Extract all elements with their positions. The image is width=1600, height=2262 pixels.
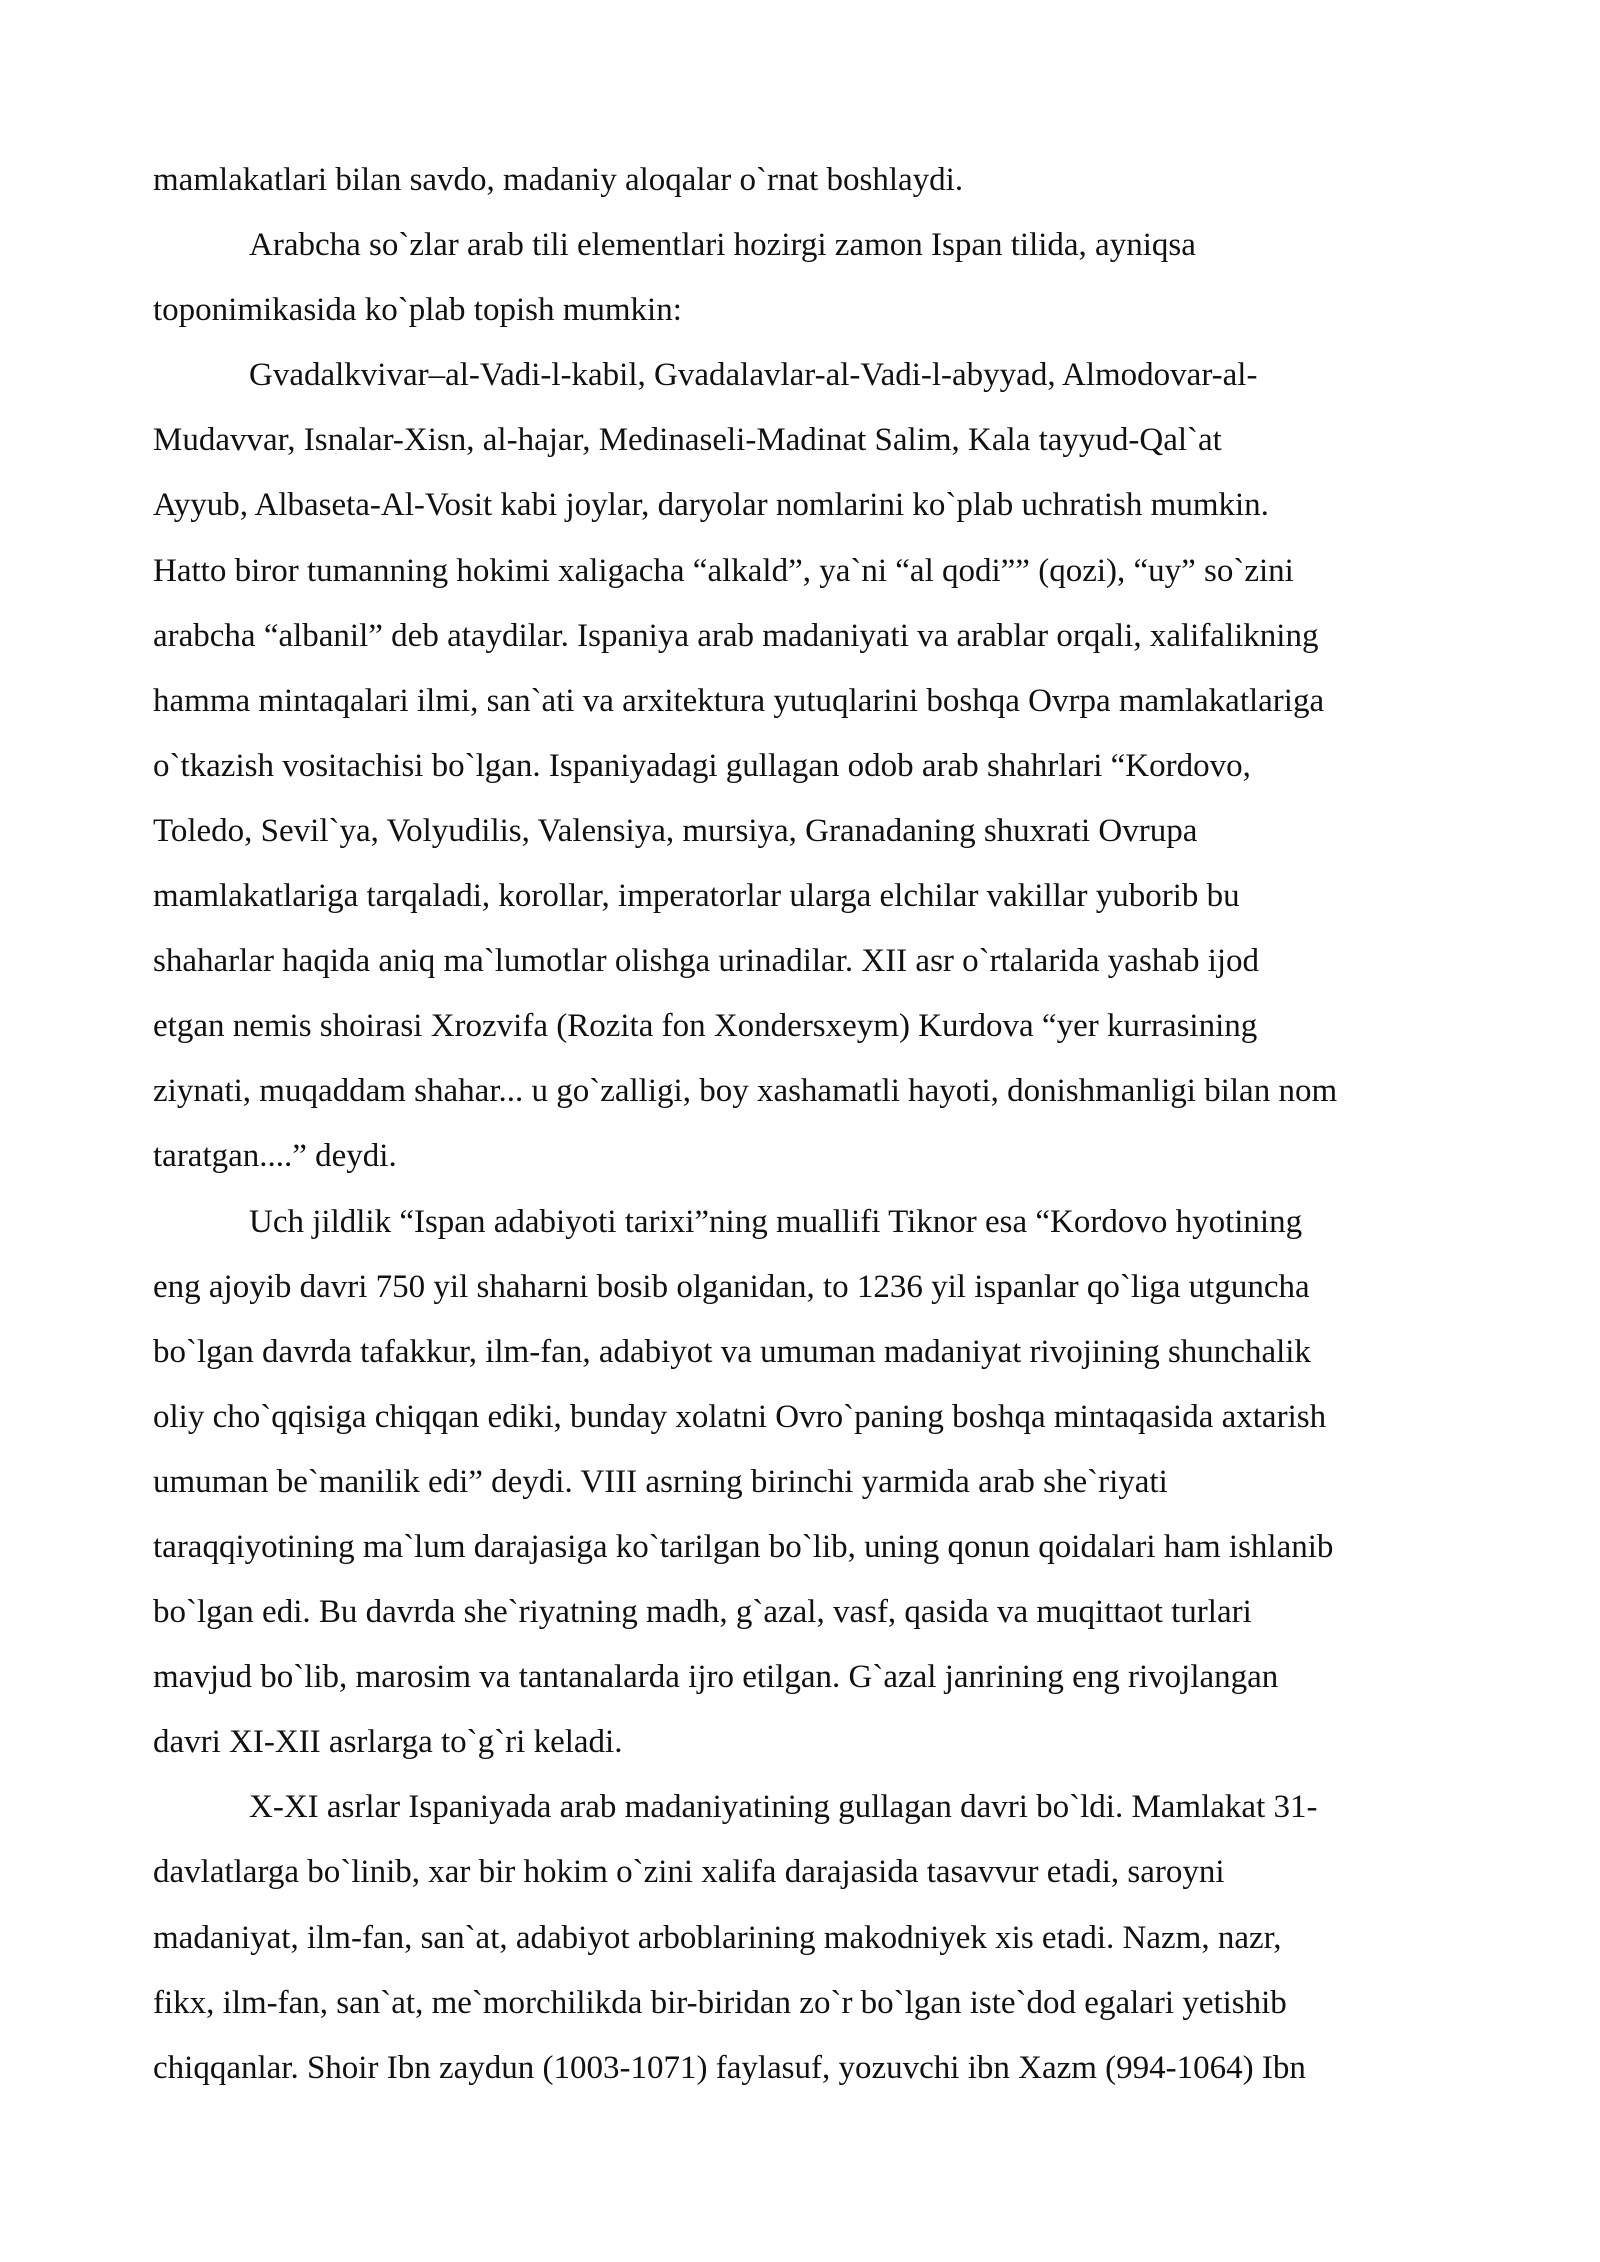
text-line-22: taraqqiyotining ma`lum darajasiga ko`tarilgan bo`lib, uning qonun qoidalari ham ishlanib xyxy=(153,1528,1334,1565)
text-line-17: Uch jildlik “Ispan adabiyoti tarixi”ning muallifi Tiknor esa “Kordovo hyotining xyxy=(249,1203,1303,1240)
text-line-1: mamlakatlari bilan savdo, madaniy aloqalar o`rnat boshlaydi. xyxy=(153,162,964,198)
text-line-6: Ayyub, Albaseta-Al-Vosit kabi joylar, daryolar nomlarini ko`plab uchratish mumkin. xyxy=(153,487,1269,524)
text-line-5: Mudavvar, Isnalar-Xisn, al-hajar, Medinaseli-Madinat Salim, Kala tayyud-Qal`at xyxy=(153,422,1222,459)
text-line-2: Arabcha so`zlar arab tili elementlari hozirgi zamon Ispan tilida, ayniqsa xyxy=(249,227,1196,264)
text-line-28: madaniyat, ilm-fan, san`at, adabiyot arboblarining makodniyek xis etadi. Nazm, nazr, xyxy=(153,1919,1282,1956)
text-line-9: hamma mintaqalari ilmi, san`ati va arxitektura yutuqlarini boshqa Ovrpa mamlakatlariga xyxy=(153,682,1325,719)
text-line-20: oliy cho`qqisiga chiqqan ediki, bunday xolatni Ovro`paning boshqa mintaqasida axtarish xyxy=(153,1398,1327,1435)
text-line-12: mamlakatlariga tarqaladi, korollar, imperatorlar ularga elchilar vakillar yuborib bu xyxy=(153,878,1240,915)
text-line-30: chiqqanlar. Shoir Ibn zaydun (1003-1071) faylasuf, yozuvchi ibn Xazm (994-1064) Ibn xyxy=(153,2049,1306,2086)
text-line-23: bo`lgan edi. Bu davrda she`riyatning madh, g`azal, vasf, qasida va muqittaot turlari xyxy=(153,1594,1252,1631)
body-text xyxy=(153,148,1505,2101)
text-line-14: etgan nemis shoirasi Xrozvifa (Rozita fon Xondersxeym) Kurdova “yer kurrasining xyxy=(153,1008,1258,1045)
text-line-15: ziynati, muqaddam shahar... u go`zalligi, boy xashamatli hayoti, donishmanligi bilan nom xyxy=(153,1073,1338,1110)
text-line-13: shaharlar haqida aniq ma`lumotlar olishga urinadilar. XII asr o`rtalarida yashab ijod xyxy=(153,943,1260,980)
text-line-18: eng ajoyib davri 750 yil shaharni bosib olganidan, to 1236 yil ispanlar qo`liga utguncha xyxy=(153,1268,1310,1305)
text-line-4: Gvadalkvivar–al-Vadi-l-kabil, Gvadalavlar-al-Vadi-l-abyyad, Almodovar-al- xyxy=(249,357,1258,394)
text-line-21: umuman be`manilik edi” deydi. VIII asrning birinchi yarmida arab she`riyati xyxy=(153,1463,1168,1500)
text-line-8: arabcha “albanil” deb ataydilar. Ispaniya arab madaniyati va arablar orqali, xalifalikning xyxy=(153,617,1319,654)
text-line-3: toponimikasida ko`plab topish mumkin: xyxy=(153,292,682,329)
text-line-26: X-XI asrlar Ispaniyada arab madaniyatining gullagan davri bo`ldi. Mamlakat 31- xyxy=(249,1789,1318,1826)
text-line-11: Toledo, Sevil`ya, Volyudilis, Valensiya, mursiya, Granadaning shuxrati Ovrupa xyxy=(153,812,1198,849)
text-line-16: taratgan....” deydi. xyxy=(153,1138,397,1175)
text-line-25: davri XI-XII asrlarga to`g`ri keladi. xyxy=(153,1724,623,1761)
text-line-10: o`tkazish vositachisi bo`lgan. Ispaniyadagi gullagan odob arab shahrlari “Kordovo, xyxy=(153,747,1251,784)
text-line-27: davlatlarga bo`linib, xar bir hokim o`zini xalifa darajasida tasavvur etadi, saroyni xyxy=(153,1854,1225,1891)
text-line-19: bo`lgan davrda tafakkur, ilm-fan, adabiyot va umuman madaniyat rivojining shunchalik xyxy=(153,1333,1311,1370)
text-line-29: fikx, ilm-fan, san`at, me`morchilikda bir-biridan zo`r bo`lgan iste`dod egalari yetishib xyxy=(153,1984,1287,2021)
text-line-7: Hatto biror tumanning hokimi xaligacha “alkald”, ya`ni “al qodi”” (qozi), “uy” so`zini xyxy=(153,552,1294,589)
text-line-24: mavjud bo`lib, marosim va tantanalarda ijro etilgan. G`azal janrining eng rivojlangan xyxy=(153,1659,1279,1696)
